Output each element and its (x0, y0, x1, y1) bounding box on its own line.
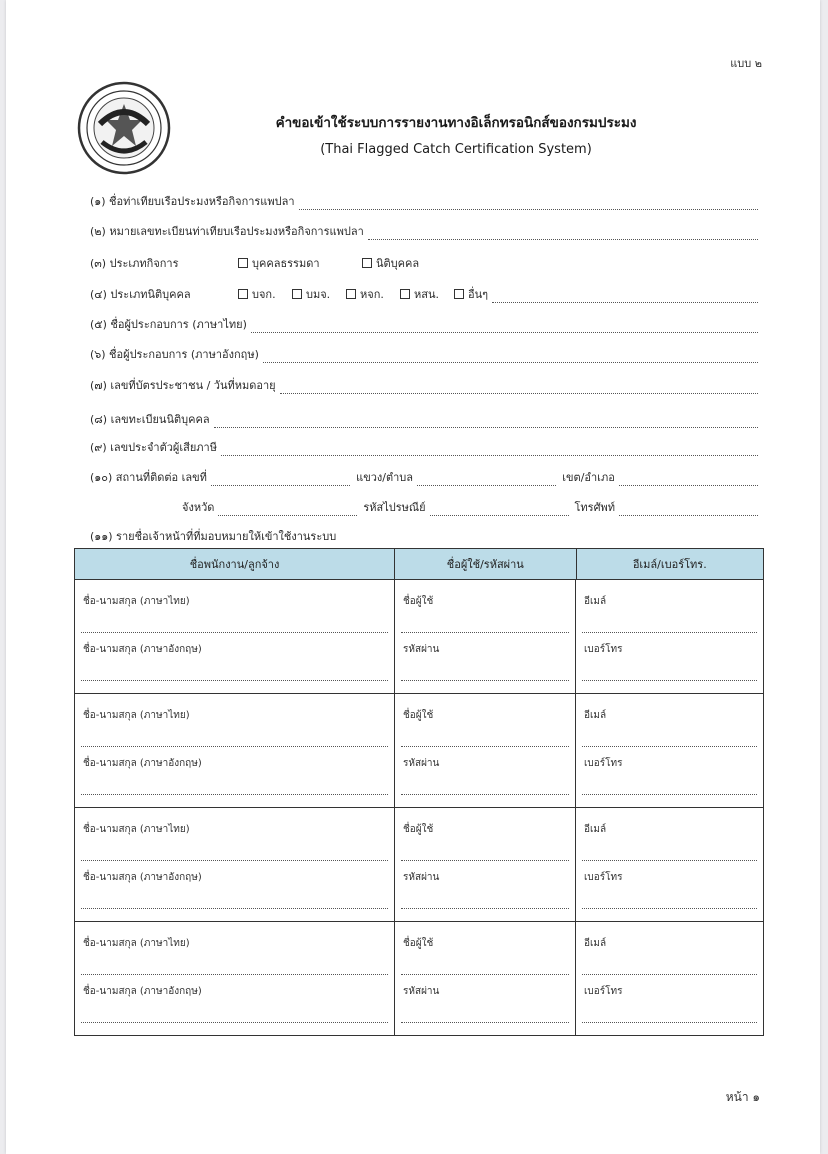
checkbox-icon[interactable] (346, 289, 356, 299)
option-ltd-partnership[interactable]: หจก. (346, 285, 400, 303)
username-label: ชื่อผู้ใช้ (403, 938, 434, 949)
password-input[interactable] (401, 794, 569, 795)
department-seal-icon (76, 80, 172, 176)
phone-input[interactable] (619, 503, 758, 516)
name-en-input[interactable] (81, 1022, 388, 1023)
page-number: หน้า ๑ (725, 1090, 760, 1104)
staff-cell (75, 808, 395, 921)
field-label: (๔) ประเภทนิติบุคคล (90, 288, 191, 301)
header-credentials: ชื่อผู้ใช้/รหัสผ่าน (395, 549, 576, 579)
name-th-input[interactable] (81, 632, 388, 633)
table-header (75, 549, 763, 580)
username-input[interactable] (401, 974, 569, 975)
header-staff: ชื่อพนักงาน/ลูกจ้าง (75, 549, 395, 579)
field-label: (๒) หมายเลขทะเบียนท่าเทียบเรือประมงหรือกิจการแพปลา (90, 225, 364, 238)
house-number-input[interactable] (211, 473, 350, 486)
email-input[interactable] (582, 974, 757, 975)
header-contact: อีเมล์/เบอร์โทร. (632, 558, 707, 571)
username-label: ชื่อผู้ใช้ (403, 824, 434, 835)
email-label: อีเมล์ (584, 710, 607, 721)
field-operator-name-th (90, 315, 758, 333)
staff-cell (75, 694, 395, 807)
field-label: (๓) ประเภทกิจการ (90, 257, 179, 270)
name-en-label: ชื่อ-นามสกุล (ภาษาอังกฤษ) (83, 644, 202, 655)
table-row (75, 922, 763, 1036)
email-label: อีเมล์ (584, 938, 607, 949)
field-label: (๖) ชื่อผู้ประกอบการ (ภาษาอังกฤษ) (90, 348, 259, 361)
name-en-label: ชื่อ-นามสกุล (ภาษาอังกฤษ) (83, 872, 202, 883)
table-row (75, 808, 763, 922)
field-pier-registration (90, 222, 758, 240)
subdistrict-input[interactable] (417, 473, 556, 486)
email-input[interactable] (582, 746, 757, 747)
checkbox-icon[interactable] (238, 289, 248, 299)
option-individual[interactable]: บุคคลธรรมดา (238, 254, 362, 272)
postcode-input[interactable] (430, 503, 569, 516)
table-row (75, 694, 763, 808)
pier-name-input[interactable] (299, 197, 758, 210)
email-label: อีเมล์ (584, 824, 607, 835)
field-tax-id (90, 438, 758, 456)
subdistrict-label: แขวง/ตำบล (356, 471, 414, 484)
password-input[interactable] (401, 680, 569, 681)
password-input[interactable] (401, 908, 569, 909)
province-label: จังหวัด (182, 501, 215, 514)
password-label: รหัสผ่าน (403, 758, 440, 769)
district-label: เขต/อำเภอ (562, 471, 615, 484)
contact-cell (576, 808, 763, 921)
field-id-card (90, 376, 758, 394)
form-page (6, 0, 820, 1154)
checkbox-icon[interactable] (292, 289, 302, 299)
field-juristic-registration (90, 410, 758, 428)
name-th-input[interactable] (81, 860, 388, 861)
name-en-input[interactable] (81, 794, 388, 795)
option-reg-partnership[interactable]: หสน. (400, 285, 454, 303)
field-staff-list (90, 527, 336, 545)
email-input[interactable] (582, 632, 757, 633)
pier-registration-input[interactable] (368, 227, 758, 240)
credentials-cell (395, 580, 576, 693)
field-label: (๗) เลขที่บัตรประชาชน / วันที่หมดอายุ (90, 379, 276, 392)
contact-cell (576, 580, 763, 693)
contact-cell (576, 694, 763, 807)
checkbox-icon[interactable] (400, 289, 410, 299)
username-label: ชื่อผู้ใช้ (403, 710, 434, 721)
username-input[interactable] (401, 632, 569, 633)
field-label: (๑) ชื่อท่าเทียบเรือประมงหรือกิจการแพปลา (90, 195, 295, 208)
field-pier-name (90, 192, 758, 210)
password-label: รหัสผ่าน (403, 644, 440, 655)
phone-label: เบอร์โทร (584, 758, 623, 769)
email-label: อีเมล์ (584, 596, 607, 607)
credentials-cell (395, 922, 576, 1036)
checkbox-icon[interactable] (362, 258, 372, 268)
tax-id-input[interactable] (221, 443, 758, 456)
field-label: (๑๑) รายชื่อเจ้าหน้าที่ที่มอบหมายให้เข้าใช้งานระบบ (90, 530, 337, 543)
contact-cell (576, 922, 763, 1036)
phone-label: โทรศัพท์ (574, 501, 616, 514)
staff-cell (75, 580, 395, 693)
juristic-registration-input[interactable] (214, 415, 758, 428)
username-input[interactable] (401, 746, 569, 747)
checkbox-icon[interactable] (238, 258, 248, 268)
name-en-label: ชื่อ-นามสกุล (ภาษาอังกฤษ) (83, 758, 202, 769)
operator-name-en-input[interactable] (263, 350, 758, 363)
phone-label: เบอร์โทร (584, 986, 623, 997)
field-operator-name-en (90, 345, 758, 363)
staff-phone-input[interactable] (582, 908, 757, 909)
province-input[interactable] (218, 503, 357, 516)
credentials-cell (395, 694, 576, 807)
password-label: รหัสผ่าน (403, 872, 440, 883)
password-input[interactable] (401, 1022, 569, 1023)
password-label: รหัสผ่าน (403, 986, 440, 997)
name-th-label: ชื่อ-นามสกุล (ภาษาไทย) (83, 596, 190, 607)
field-business-type (90, 254, 758, 272)
operator-name-th-input[interactable] (251, 320, 758, 333)
staff-phone-input[interactable] (582, 1022, 757, 1023)
field-label: (๘) เลขทะเบียนนิติบุคคล (90, 413, 210, 426)
name-th-input[interactable] (81, 974, 388, 975)
field-label: (๕) ชื่อผู้ประกอบการ (ภาษาไทย) (90, 318, 247, 331)
field-address (90, 468, 758, 486)
option-pcl[interactable]: บมจ. (292, 285, 346, 303)
email-input[interactable] (582, 860, 757, 861)
other-type-input[interactable] (492, 290, 758, 303)
page-subtitle: (Thai Flagged Catch Certification System) (320, 142, 592, 157)
name-en-input[interactable] (81, 908, 388, 909)
district-input[interactable] (619, 473, 758, 486)
staff-cell (75, 922, 395, 1036)
table-row (75, 580, 763, 694)
checkbox-icon[interactable] (454, 289, 464, 299)
username-label: ชื่อผู้ใช้ (403, 596, 434, 607)
staff-phone-input[interactable] (582, 680, 757, 681)
name-th-label: ชื่อ-นามสกุล (ภาษาไทย) (83, 710, 190, 721)
postcode-label: รหัสไปรษณีย์ (363, 501, 426, 514)
field-label: (๑๐) สถานที่ติดต่อ เลขที่ (90, 471, 207, 484)
name-th-label: ชื่อ-นามสกุล (ภาษาไทย) (83, 824, 190, 835)
phone-label: เบอร์โทร (584, 872, 623, 883)
phone-label: เบอร์โทร (584, 644, 623, 655)
id-card-input[interactable] (280, 381, 758, 394)
staff-phone-input[interactable] (582, 794, 757, 795)
field-juristic-type (90, 285, 758, 303)
field-label: (๙) เลขประจำตัวผู้เสียภาษี (90, 441, 217, 454)
name-en-input[interactable] (81, 680, 388, 681)
name-th-input[interactable] (81, 746, 388, 747)
page-title: คำขอเข้าใช้ระบบการรายงานทางอิเล็กทรอนิกส์ของกรมประมง (275, 115, 637, 131)
name-th-label: ชื่อ-นามสกุล (ภาษาไทย) (83, 938, 190, 949)
field-address-2 (182, 498, 758, 516)
option-other[interactable]: อื่นๆ (454, 285, 488, 303)
staff-table (74, 548, 764, 1036)
form-code: แบบ ๒ (730, 57, 762, 70)
option-juristic[interactable]: นิติบุคคล (362, 254, 419, 272)
name-en-label: ชื่อ-นามสกุล (ภาษาอังกฤษ) (83, 986, 202, 997)
username-input[interactable] (401, 860, 569, 861)
option-co-ltd[interactable]: บจก. (238, 285, 292, 303)
credentials-cell (395, 808, 576, 921)
